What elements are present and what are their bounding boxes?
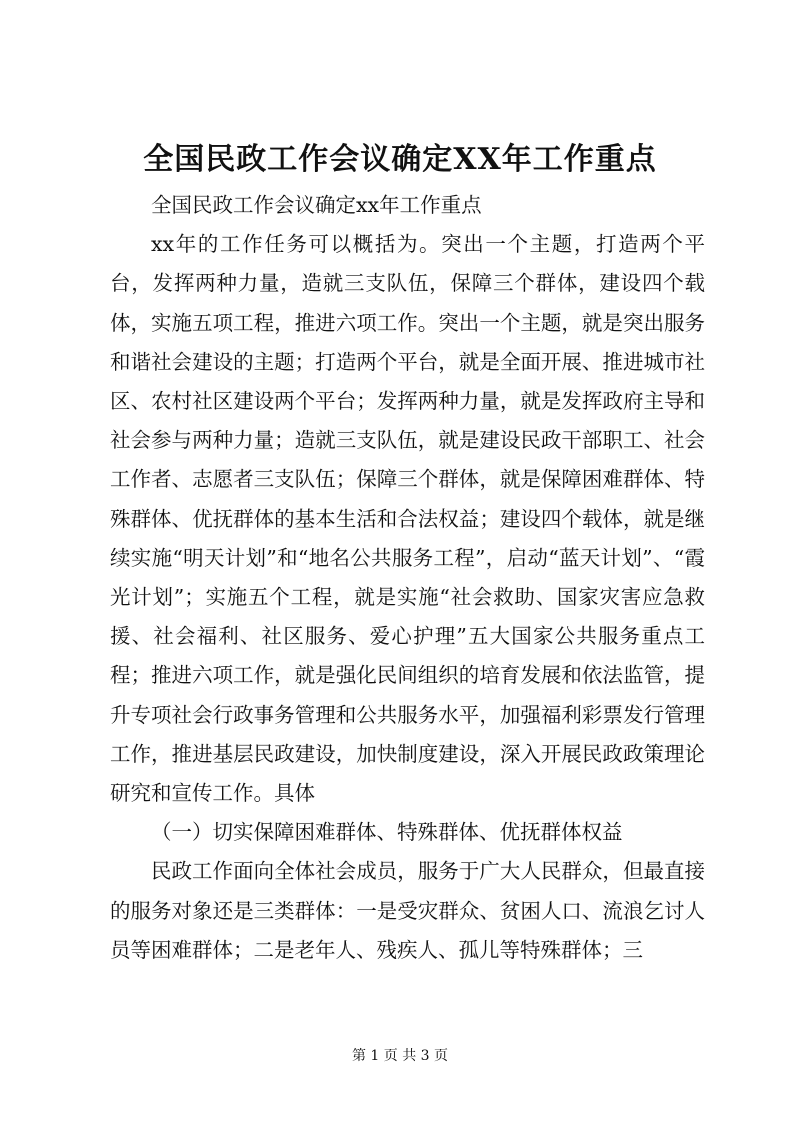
page-footer: 第 1 页 共 3 页 [351,1048,449,1064]
document-title: 全国民政工作会议确定XX年工作重点 [143,142,657,177]
document-body [110,186,705,970]
section-heading: （一）切实保障困难群体、特殊群体、优抚群体权益 [151,820,623,845]
body-paragraph: 民政工作面向全体社会成员，服务于广大人民群众，但最直接的服务对象还是三类群体：一是受灾群众、贫困人口、流浪乞讨人员等困难群体；二是老年人、残疾人、孤儿等特殊群体；三 [110,859,705,962]
subtitle-paragraph: 全国民政工作会议确定xx年工作重点 [151,193,482,217]
body-paragraph: xx年的工作任务可以概括为。突出一个主题，打造两个平台，发挥两种力量，造就三支队伍，保障三个群体，建设四个载体，实施五项工程，推进六项工作。突出一个主题，就是突出服务和谐社会建设的主题；打造两个平台，就是全面开展、推进城市社区、农村社区建设两个平台；发挥两种力量，就是发挥政府主导和社会参与两种力量；造就三支队伍，就是建设民政干部职工、社会工作者、志愿者三支队伍；保障三个群体，就是保障困难群体、特殊群体、优抚群体的基本生活和合法权益；建设四个载体，就是继续实施“明天计划”和“地名公共服务工程”，启动“蓝天计划”、“霞光计划”；实施五个工程，就是实施“社会救助、国家灾害应急救援、社会福利、社区服务、爱心护理”五大国家公共服务重点工程；推进六项工作，就是强化民间组织的培育发展和依法监管，提升专项社会行政事务管理和公共服务水平，加强福利彩票发行管理工作，推进基层民政建设，加快制度建设，深入开展民政政策理论研究和宣传工作。具体 [110,232,705,806]
